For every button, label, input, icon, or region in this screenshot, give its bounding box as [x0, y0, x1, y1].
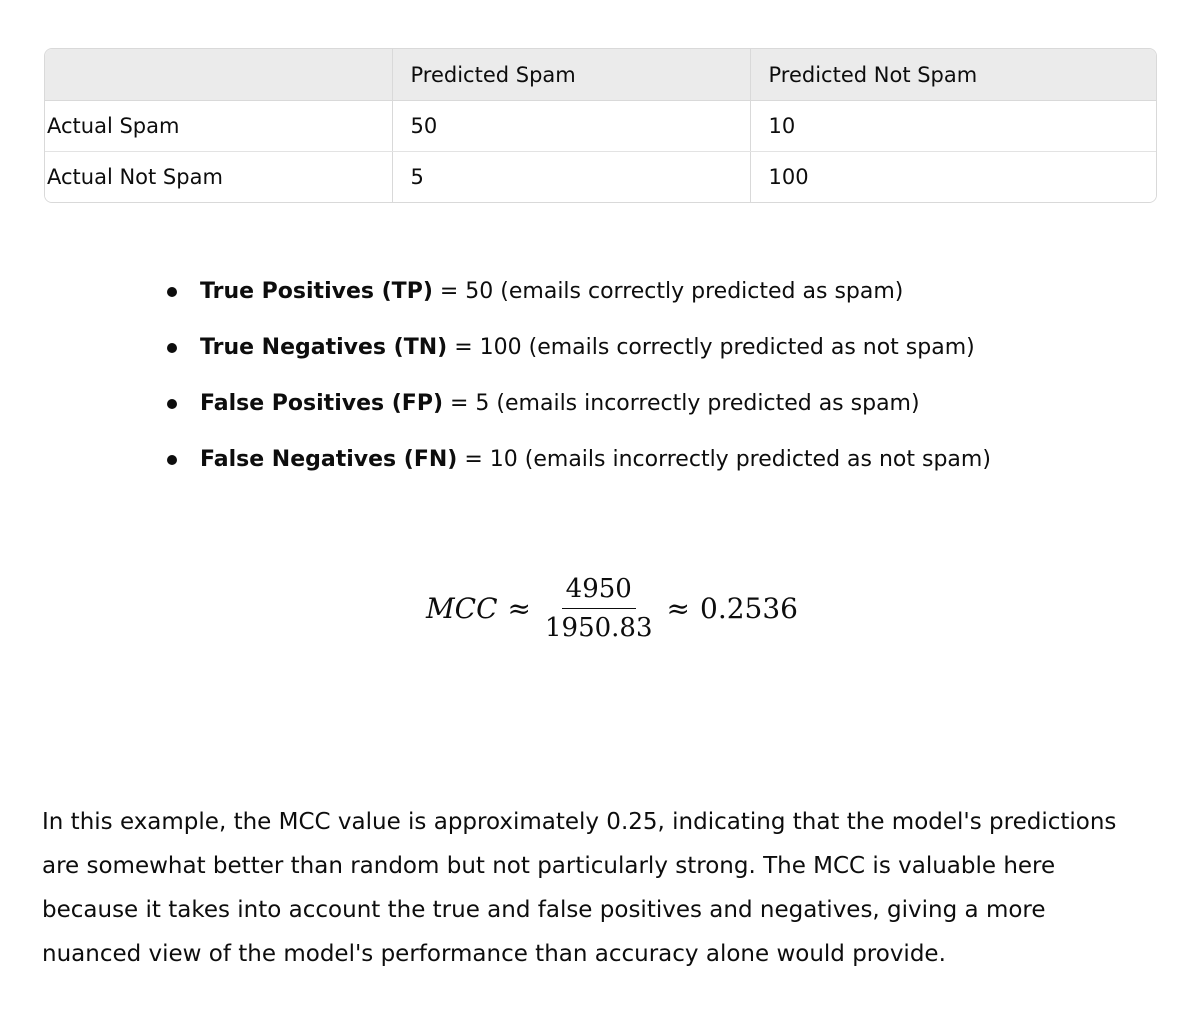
row-label-actual-spam: Actual Spam: [45, 101, 392, 152]
row-label-actual-not-spam: Actual Not Spam: [45, 152, 392, 203]
table-header-cell-empty: [45, 49, 392, 101]
list-item-term: False Negatives (FN): [200, 447, 458, 472]
bullet-icon: [167, 455, 177, 465]
table-row: [45, 101, 1156, 152]
metric-definitions-list: [160, 264, 991, 488]
table-cell: 100: [750, 152, 1156, 203]
list-item-term: True Negatives (TN): [200, 335, 448, 360]
table-header-predicted-spam: Predicted Spam: [392, 49, 750, 101]
list-item-term: True Positives (TP): [200, 279, 433, 304]
table-header-predicted-not-spam: Predicted Not Spam: [750, 49, 1156, 101]
formula-result: 0.2536: [700, 591, 798, 625]
mcc-formula: [426, 566, 798, 650]
list-item-text: = 5 (emails incorrectly predicted as spam): [443, 391, 920, 416]
formula-approx-symbol: ≈: [507, 591, 531, 625]
list-item-false-positives: [160, 376, 991, 432]
list-item-term: False Positives (FP): [200, 391, 444, 416]
bullet-icon: [167, 399, 177, 409]
formula-fraction: [541, 574, 657, 643]
list-item-true-positives: [160, 264, 991, 320]
table-cell: 5: [392, 152, 750, 203]
list-item-true-negatives: [160, 320, 991, 376]
table-row: [45, 152, 1156, 203]
list-item-text: = 100 (emails correctly predicted as not spam): [447, 335, 975, 360]
formula-lhs: MCC: [426, 591, 498, 625]
bullet-icon: [167, 287, 177, 297]
formula-numerator: 4950: [562, 574, 636, 609]
bullet-icon: [167, 343, 177, 353]
list-item-false-negatives: [160, 432, 991, 488]
list-item-text: = 10 (emails incorrectly predicted as not spam): [457, 447, 991, 472]
formula-denominator: 1950.83: [545, 612, 653, 643]
confusion-matrix-table: [44, 48, 1157, 203]
formula-approx-symbol-2: ≈: [666, 591, 690, 625]
list-item-text: = 50 (emails correctly predicted as spam): [432, 279, 904, 304]
table-header-row: [45, 49, 1156, 101]
explanation-paragraph: In this example, the MCC value is approximately 0.25, indicating that the model's predictions are somewhat better than random but not particularly strong. The MCC is valuable here because it takes into account the true and false positives and negatives, giving a more nuanced view of the model's performance than accuracy alone would provide.: [42, 809, 1117, 967]
table-cell: 10: [750, 101, 1156, 152]
table-cell: 50: [392, 101, 750, 152]
